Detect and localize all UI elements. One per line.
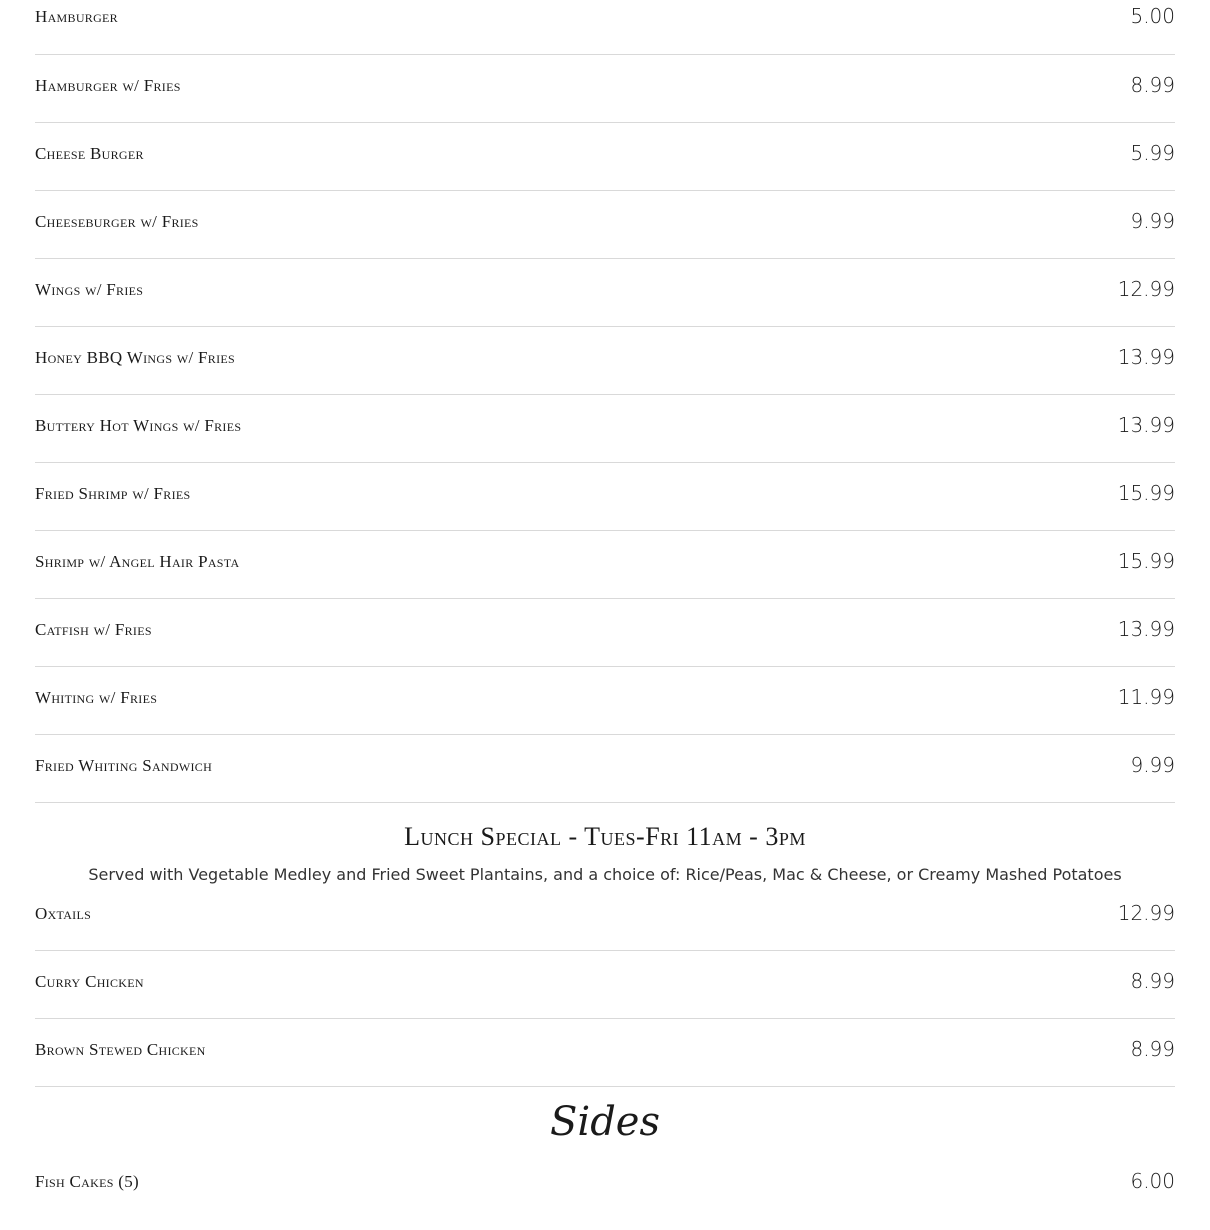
item-price: 11.99 [1117, 685, 1175, 709]
item-name: Buttery Hot Wings w/ Fries [35, 416, 242, 435]
item-name: Honey BBQ Wings w/ Fries [35, 348, 236, 367]
menu-item [35, 1019, 1175, 1087]
item-name: Hamburger [35, 7, 118, 26]
menu-item [35, 531, 1175, 599]
item-price: 13.99 [1117, 617, 1175, 641]
menu-item [35, 463, 1175, 531]
item-price: 12.99 [1117, 901, 1175, 925]
menu-item [35, 599, 1175, 667]
sides-section [35, 1087, 1175, 1203]
item-price: 6.00 [1130, 1169, 1175, 1193]
item-name: Shrimp w/ Angel Hair Pasta [35, 552, 240, 571]
item-price: 8.99 [1130, 1037, 1175, 1061]
item-price: 13.99 [1117, 413, 1175, 437]
item-price: 15.99 [1117, 481, 1175, 505]
menu-item [35, 395, 1175, 463]
menu [35, 0, 1175, 1203]
menu-item [35, 0, 1175, 55]
item-name: Catfish w/ Fries [35, 620, 152, 639]
item-price: 9.99 [1130, 209, 1175, 233]
section-title: Lunch Special - Tues-Fri 11am - 3pm [404, 822, 806, 851]
item-name: Wings w/ Fries [35, 280, 144, 299]
section-description: Served with Vegetable Medley and Fried Sweet Plantains, and a choice of: Rice/Peas, Mac & Cheese, or Creamy Mashed Potatoes [88, 865, 1122, 884]
item-name: Fried Whiting Sandwich [35, 756, 213, 775]
menu-item [35, 951, 1175, 1019]
item-name: Whiting w/ Fries [35, 688, 158, 707]
item-price: 15.99 [1117, 549, 1175, 573]
item-price: 8.99 [1130, 969, 1175, 993]
section-title: Sides [550, 1099, 660, 1145]
menu-item [35, 1153, 1175, 1203]
menu-item [35, 667, 1175, 735]
item-price: 9.99 [1130, 753, 1175, 777]
item-name: Hamburger w/ Fries [35, 76, 181, 95]
item-price: 5.00 [1130, 4, 1175, 28]
menu-item [35, 890, 1175, 951]
menu-item [35, 123, 1175, 191]
item-price: 8.99 [1130, 73, 1175, 97]
lunch-special-section [35, 819, 1175, 1087]
item-name: Oxtails [35, 904, 92, 923]
menu-item [35, 55, 1175, 123]
item-name: Fried Shrimp w/ Fries [35, 484, 191, 503]
item-price: 5.99 [1130, 141, 1175, 165]
item-price: 13.99 [1117, 345, 1175, 369]
menu-item [35, 191, 1175, 259]
item-name: Fish Cakes (5) [35, 1172, 139, 1191]
menu-item [35, 327, 1175, 395]
item-name: Brown Stewed Chicken [35, 1040, 206, 1059]
item-name: Cheeseburger w/ Fries [35, 212, 199, 231]
item-name: Cheese Burger [35, 144, 144, 163]
item-price: 12.99 [1117, 277, 1175, 301]
main-items-list [35, 0, 1175, 803]
item-name: Curry Chicken [35, 972, 144, 991]
menu-item [35, 259, 1175, 327]
menu-item [35, 735, 1175, 803]
